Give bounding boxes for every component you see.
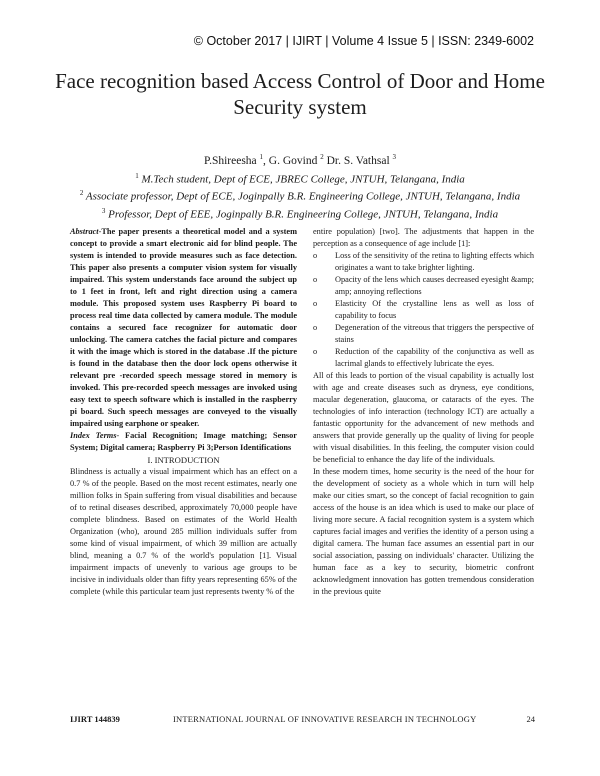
intro-paragraph-continued: entire population) [two]. The adjustments that happen in the perception as a consequence of age include [1]: (313, 227, 534, 248)
abstract (70, 226, 297, 430)
list-item (313, 274, 534, 298)
index-terms-label: Index Terms- (70, 431, 120, 440)
abstract-label: Abstract- (70, 227, 102, 236)
intro-paragraph-1: Blindness is actually a visual impairment which has an effect on a 0.7 % of the people. Based on the most recent estimates, nearly one million folks in Spain suffering from visual disabilities and because of to retinal diseases described, approximately 70,000 people have complete blindness. Based on estimates of the World Health Organization (who), around 285 million individuals suffer from some kind of visual impairment, of which 39 million are actually blind, meaning a 0.7 % of the world's population [1]. Visual impairment impacts of unevenly to various age groups to be incisive in individuals older than fifty years representing 65% of the complete (while this particular team just represents twenty % of the (70, 467, 297, 596)
list-item (313, 250, 534, 274)
right-column (313, 226, 534, 598)
bullet-marker: o (313, 251, 318, 260)
author-1: P.Shireesha (203, 154, 257, 167)
affiliation-1 (40, 169, 560, 187)
list-item-text: Elasticity Of the crystalline lens as well as loss of capability to focus (335, 299, 534, 320)
left-column (70, 226, 297, 598)
author-2-sup: 2 (320, 153, 324, 161)
author-2: G. Govind (268, 154, 318, 167)
bullet-marker: o (313, 275, 318, 284)
author-3-sup: 3 (392, 153, 397, 161)
intro-paragraph-3: In these modern times, home security is the need of the hour for the development of society as a whole which in turn will help make our cities smart, so the concept of facial recognition to gain access of the house is an idea which is used to make our place of living more secure. A facial recognition system is a system which captures facial images and verifies the identity of a person using a digital camera. The human face assumes an essential part in our social association, passing on individuals' character. Utilizing the human face as a key to security, biometric confront acknowledgment innovation has gotten tremendous consideration in the previous quite (313, 467, 534, 596)
affiliation-2 (40, 186, 560, 204)
title-line-1: Face recognition based Access Control of Door and Home (55, 69, 545, 93)
title-line-2: Security system (233, 95, 367, 119)
abstract-text: The paper presents a theoretical model and a system concept to provide a smart electronic aid for blind people. The system is intended to provide measures such as face detection. This paper also presents a computer vision system for visually impaired. This system understands face around the subject up to 1 feet in front, left and right direction using a camera module. This proposed system uses Raspberry Pi board to process real time data collected by camera module. The module contains a secured face recognizer for automatic door unlocking. The camera catches the facial picture and compares it with the image which is stored in the database .If the picture is found in the database then the door lock opens otherwise it relevant pre -recorded speech message stored in memory is invoked. This pre-recorded speech messages are invoked using easy text to speech software which is installed in the raspberry pi board. Such speech messages are conveyed to the visually impaired using earphone or speaker. (70, 227, 297, 428)
list-item-text: Reduction of the capability of the conjunctiva as well as lacrimal glands to effectively lubricate the eyes. (335, 347, 534, 368)
affiliation-2-text: Associate professor, Dept of ECE, Joginpally B.R. Engineering College, JNTUH, Telangana, India (85, 191, 521, 204)
list-item (313, 322, 534, 346)
list-item (313, 298, 534, 322)
footer-paper-id: IJIRT 144839 (70, 714, 120, 724)
bullet-marker: o (313, 347, 318, 356)
author-1-sup: 1 (259, 153, 264, 161)
list-item-text: Loss of the sensitivity of the retina to lighting effects which originates a want to take brighter lighting. (335, 251, 534, 272)
affiliation-3-sup: 3 (101, 207, 106, 216)
affiliation-1-text: M.Tech student, Dept of ECE, JBREC College, JNTUH, Telangana, India (141, 173, 465, 186)
footer-journal-name: INTERNATIONAL JOURNAL OF INNOVATIVE RESEARCH IN TECHNOLOGY (173, 714, 477, 724)
list-item-text: Degeneration of the vitreous that triggers the perspective of stains (335, 323, 534, 344)
list-item-text: Opacity of the lens which causes decreased eyesight &amp; amp; annoying reflections (335, 275, 534, 296)
affiliation-2-sup: 2 (79, 189, 84, 198)
affiliation-3-text: Professor, Dept of EEE, Joginpally B.R. Engineering College, JNTUH, Telangana, India (108, 208, 499, 221)
paper-title (40, 68, 560, 120)
index-terms (70, 430, 297, 454)
index-terms-text: Facial Recognition; Image matching; Sensor System; Digital camera; Raspberry Pi 3;Person Identifications (70, 431, 297, 452)
intro-paragraph-2: All of this leads to portion of the visual capability is actually lost with age and create diseases such as dryness, eye conditions, macular degeneration, glaucoma, or cataracts of the eyes. The technologies of info interaction (technology ICT) are actually a fantastic opportunity for the advancement of new methods and answers that provide generally up the quality of living for people with visual disabilities. In this feeling, the computer vision could be beneficial to enhance the day life of the individuals. (313, 371, 534, 464)
author-3: Dr. S. Vathsal (326, 154, 390, 167)
age-changes-list (313, 250, 534, 370)
bullet-marker: o (313, 323, 318, 332)
section-heading-introduction: I. INTRODUCTION (147, 455, 220, 465)
list-item (313, 346, 534, 370)
bullet-marker: o (313, 299, 318, 308)
affiliation-3 (40, 204, 560, 222)
author-block (40, 150, 560, 222)
affiliation-1-sup: 1 (135, 171, 139, 180)
journal-header: © October 2017 | IJIRT | Volume 4 Issue 5 | ISSN: 2349-6002 (193, 34, 534, 48)
author-names: P.Shireesha $^1$, G. Govind $^2$ Dr. S. Vathsal $^3$ (203, 153, 397, 167)
footer-page-number: 24 (526, 714, 535, 724)
